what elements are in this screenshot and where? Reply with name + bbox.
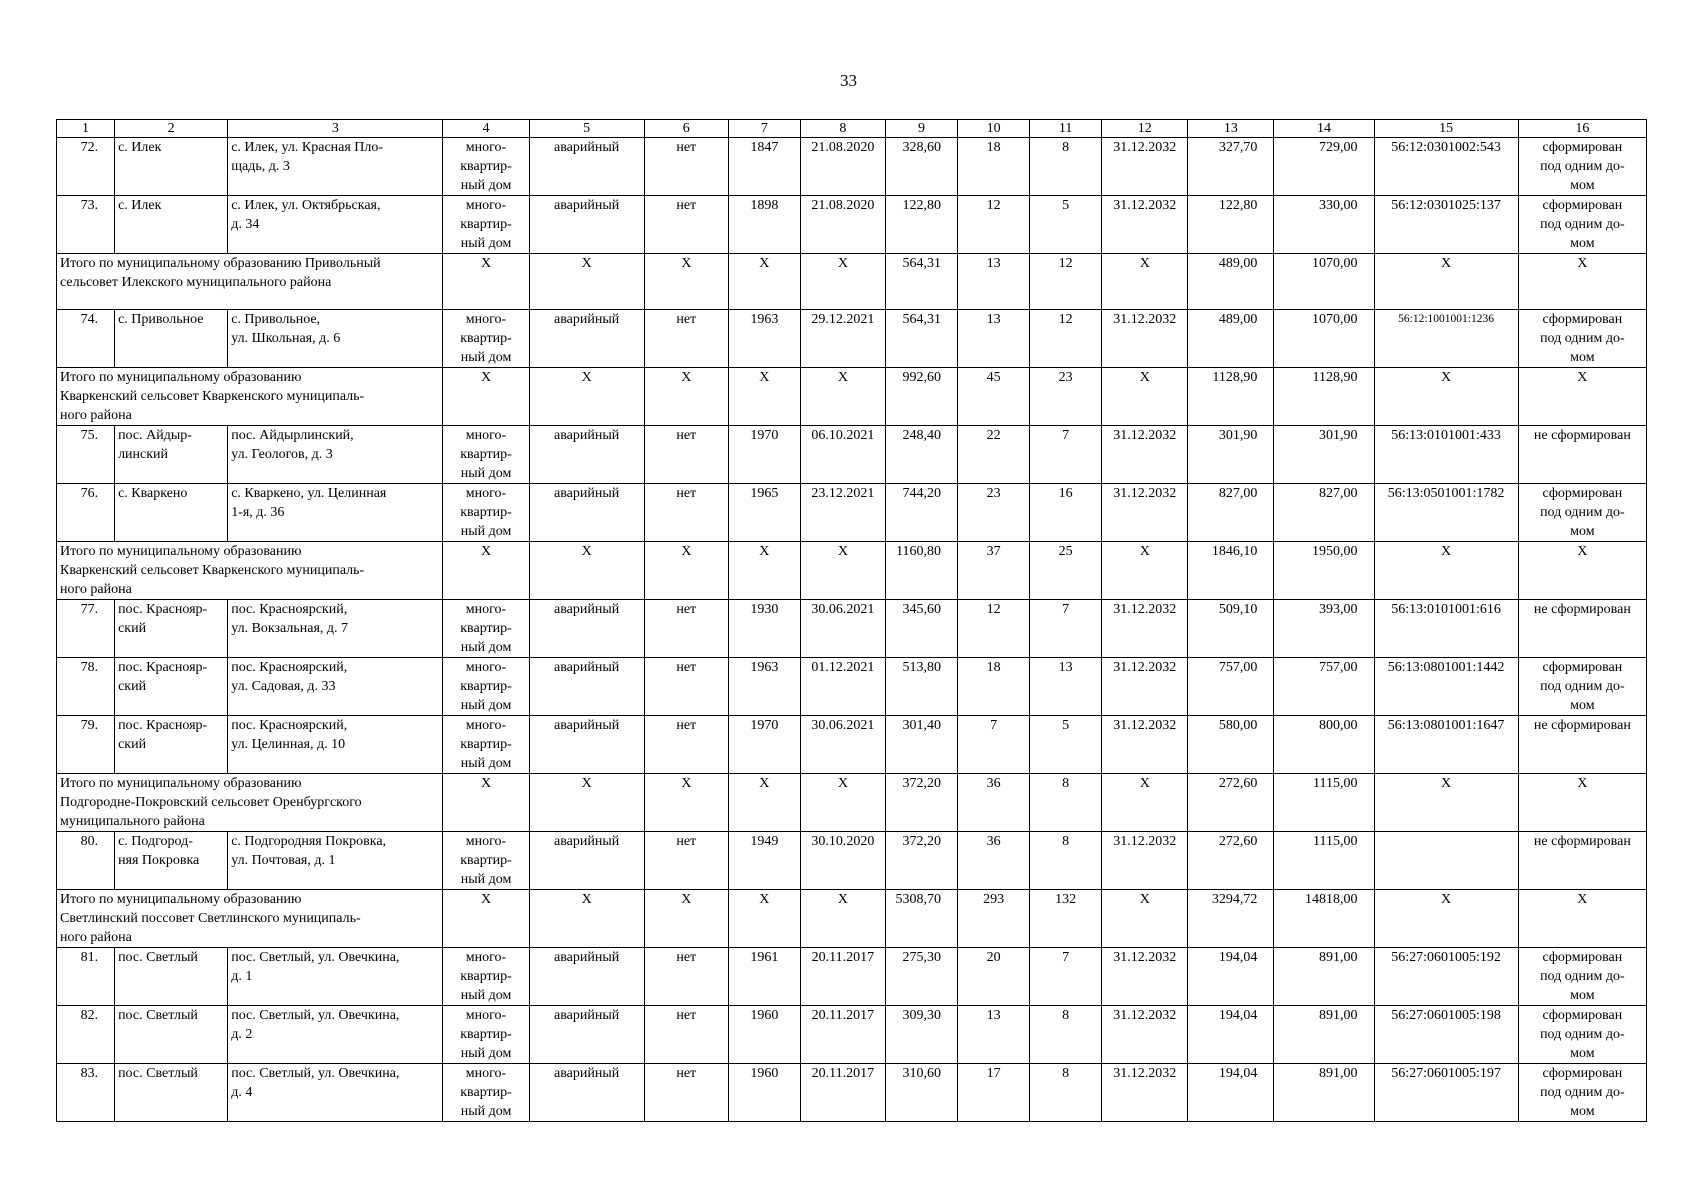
subtotal-row — [57, 890, 1647, 948]
col-14-cell: 1070,00 — [1274, 310, 1374, 368]
date-cell: 30.06.2021 — [800, 600, 885, 658]
year-cell: 1960 — [728, 1006, 800, 1064]
date-cell: 30.10.2020 — [800, 832, 885, 890]
cadastral-number-cell: 56:13:0101001:433 — [1374, 426, 1518, 484]
year-cell: 1898 — [728, 196, 800, 254]
not-applicable-mark: Х — [443, 774, 529, 832]
area-cell: 345,60 — [885, 600, 957, 658]
settlement-cell: с. Привольное — [115, 310, 228, 368]
table-row — [57, 716, 1647, 774]
subtotal-area: 564,31 — [885, 254, 957, 310]
col-10-cell: 22 — [958, 426, 1030, 484]
col-11-cell: 7 — [1030, 426, 1102, 484]
col-6-cell: нет — [644, 1064, 728, 1122]
deadline-cell: 31.12.2032 — [1102, 310, 1188, 368]
deadline-cell: 31.12.2032 — [1102, 196, 1188, 254]
col-14-cell: 757,00 — [1274, 658, 1374, 716]
not-applicable-mark: Х — [1102, 774, 1188, 832]
subtotal-row — [57, 254, 1647, 310]
settlement-cell: пос. Краснояр- ский — [115, 716, 228, 774]
land-plot-status-cell: сформирован под одним до- мом — [1518, 310, 1646, 368]
column-number-header: 4 — [443, 120, 529, 138]
deadline-cell: 31.12.2032 — [1102, 948, 1188, 1006]
status-cell: аварийный — [529, 1006, 644, 1064]
not-applicable-mark: Х — [529, 890, 644, 948]
table-row — [57, 196, 1647, 254]
col-6-cell: нет — [644, 948, 728, 1006]
col-13-cell: 757,00 — [1188, 658, 1274, 716]
not-applicable-mark: Х — [1518, 890, 1646, 948]
address-cell: с. Привольное, ул. Школьная, д. 6 — [228, 310, 443, 368]
area-cell: 328,60 — [885, 138, 957, 196]
table-row — [57, 600, 1647, 658]
deadline-cell: 31.12.2032 — [1102, 832, 1188, 890]
cadastral-number-cell: 56:13:0501001:1782 — [1374, 484, 1518, 542]
column-number-header: 14 — [1274, 120, 1374, 138]
subtotal-col-10: 36 — [958, 774, 1030, 832]
date-cell: 29.12.2021 — [800, 310, 885, 368]
row-number: 76. — [57, 484, 115, 542]
settlement-cell: с. Илек — [115, 138, 228, 196]
not-applicable-mark: Х — [529, 254, 644, 310]
status-cell: аварийный — [529, 310, 644, 368]
not-applicable-mark: Х — [800, 542, 885, 600]
year-cell: 1970 — [728, 716, 800, 774]
col-14-cell: 1115,00 — [1274, 832, 1374, 890]
building-type-cell: много- квартир- ный дом — [443, 658, 529, 716]
deadline-cell: 31.12.2032 — [1102, 484, 1188, 542]
address-cell: пос. Айдырлинский, ул. Геологов, д. 3 — [228, 426, 443, 484]
column-number-header: 11 — [1030, 120, 1102, 138]
col-6-cell: нет — [644, 1006, 728, 1064]
subtotal-col-11: 8 — [1030, 774, 1102, 832]
building-type-cell: много- квартир- ный дом — [443, 310, 529, 368]
subtotal-col-13: 3294,72 — [1188, 890, 1274, 948]
address-cell: пос. Красноярский, ул. Садовая, д. 33 — [228, 658, 443, 716]
building-type-cell: много- квартир- ный дом — [443, 600, 529, 658]
col-14-cell: 301,90 — [1274, 426, 1374, 484]
settlement-cell: с. Илек — [115, 196, 228, 254]
not-applicable-mark: Х — [1518, 368, 1646, 426]
date-cell: 20.11.2017 — [800, 1006, 885, 1064]
area-cell: 248,40 — [885, 426, 957, 484]
not-applicable-mark: Х — [644, 774, 728, 832]
cadastral-number-cell: 56:13:0801001:1442 — [1374, 658, 1518, 716]
row-number: 73. — [57, 196, 115, 254]
subtotal-col-14: 1128,90 — [1274, 368, 1374, 426]
not-applicable-mark: Х — [728, 542, 800, 600]
not-applicable-mark: Х — [443, 254, 529, 310]
column-number-header: 12 — [1102, 120, 1188, 138]
not-applicable-mark: Х — [1102, 890, 1188, 948]
address-cell: пос. Светлый, ул. Овечкина, д. 2 — [228, 1006, 443, 1064]
col-10-cell: 18 — [958, 138, 1030, 196]
column-number-header: 15 — [1374, 120, 1518, 138]
subtotal-col-14: 1950,00 — [1274, 542, 1374, 600]
subtotal-label: Итого по муниципальному образованию Светлинский поссовет Светлинского муниципаль- ного района — [57, 890, 443, 948]
area-cell: 744,20 — [885, 484, 957, 542]
status-cell: аварийный — [529, 196, 644, 254]
deadline-cell: 31.12.2032 — [1102, 426, 1188, 484]
deadline-cell: 31.12.2032 — [1102, 600, 1188, 658]
building-type-cell: много- квартир- ный дом — [443, 138, 529, 196]
column-number-header: 8 — [800, 120, 885, 138]
land-plot-status-cell: сформирован под одним до- мом — [1518, 948, 1646, 1006]
subtotal-col-13: 1846,10 — [1188, 542, 1274, 600]
subtotal-col-14: 14818,00 — [1274, 890, 1374, 948]
address-cell: пос. Красноярский, ул. Вокзальная, д. 7 — [228, 600, 443, 658]
col-10-cell: 18 — [958, 658, 1030, 716]
col-13-cell: 194,04 — [1188, 948, 1274, 1006]
status-cell: аварийный — [529, 600, 644, 658]
building-type-cell: много- квартир- ный дом — [443, 484, 529, 542]
row-number: 83. — [57, 1064, 115, 1122]
row-number: 77. — [57, 600, 115, 658]
subtotal-col-11: 25 — [1030, 542, 1102, 600]
col-10-cell: 13 — [958, 1006, 1030, 1064]
row-number: 79. — [57, 716, 115, 774]
col-14-cell: 800,00 — [1274, 716, 1374, 774]
subtotal-col-11: 23 — [1030, 368, 1102, 426]
year-cell: 1847 — [728, 138, 800, 196]
not-applicable-mark: Х — [1102, 254, 1188, 310]
col-10-cell: 20 — [958, 948, 1030, 1006]
not-applicable-mark: Х — [1102, 542, 1188, 600]
date-cell: 20.11.2017 — [800, 1064, 885, 1122]
table-row — [57, 832, 1647, 890]
status-cell: аварийный — [529, 658, 644, 716]
land-plot-status-cell: не сформирован — [1518, 600, 1646, 658]
building-type-cell: много- квартир- ный дом — [443, 716, 529, 774]
subtotal-col-10: 13 — [958, 254, 1030, 310]
col-6-cell: нет — [644, 716, 728, 774]
subtotal-area: 1160,80 — [885, 542, 957, 600]
area-cell: 275,30 — [885, 948, 957, 1006]
not-applicable-mark: Х — [1518, 254, 1646, 310]
table-row — [57, 1064, 1647, 1122]
area-cell: 372,20 — [885, 832, 957, 890]
cadastral-number-cell: 56:12:0301025:137 — [1374, 196, 1518, 254]
address-cell: с. Кваркено, ул. Целинная 1-я, д. 36 — [228, 484, 443, 542]
subtotal-area: 5308,70 — [885, 890, 957, 948]
not-applicable-mark: Х — [644, 890, 728, 948]
col-14-cell: 891,00 — [1274, 1006, 1374, 1064]
col-11-cell: 12 — [1030, 310, 1102, 368]
col-11-cell: 16 — [1030, 484, 1102, 542]
not-applicable-mark: Х — [1102, 368, 1188, 426]
column-number-header: 2 — [115, 120, 228, 138]
col-10-cell: 7 — [958, 716, 1030, 774]
building-type-cell: много- квартир- ный дом — [443, 948, 529, 1006]
subtotal-col-14: 1115,00 — [1274, 774, 1374, 832]
area-cell: 301,40 — [885, 716, 957, 774]
area-cell: 310,60 — [885, 1064, 957, 1122]
date-cell: 06.10.2021 — [800, 426, 885, 484]
table-row — [57, 484, 1647, 542]
row-number: 78. — [57, 658, 115, 716]
column-number-header: 10 — [958, 120, 1030, 138]
col-13-cell: 272,60 — [1188, 832, 1274, 890]
col-13-cell: 827,00 — [1188, 484, 1274, 542]
not-applicable-mark: Х — [443, 368, 529, 426]
subtotal-col-10: 293 — [958, 890, 1030, 948]
col-11-cell: 8 — [1030, 1006, 1102, 1064]
cadastral-number-cell — [1374, 832, 1518, 890]
year-cell: 1930 — [728, 600, 800, 658]
col-6-cell: нет — [644, 484, 728, 542]
not-applicable-mark: Х — [1374, 542, 1518, 600]
column-number-header: 3 — [228, 120, 443, 138]
not-applicable-mark: Х — [529, 368, 644, 426]
date-cell: 21.08.2020 — [800, 138, 885, 196]
not-applicable-mark: Х — [443, 542, 529, 600]
col-13-cell: 194,04 — [1188, 1064, 1274, 1122]
address-cell: с. Подгородняя Покровка, ул. Почтовая, д. 1 — [228, 832, 443, 890]
col-13-cell: 327,70 — [1188, 138, 1274, 196]
year-cell: 1960 — [728, 1064, 800, 1122]
not-applicable-mark: Х — [1374, 774, 1518, 832]
row-number: 81. — [57, 948, 115, 1006]
cadastral-number-cell: 56:27:0601005:198 — [1374, 1006, 1518, 1064]
settlement-cell: пос. Светлый — [115, 1006, 228, 1064]
col-11-cell: 5 — [1030, 716, 1102, 774]
subtotal-label: Итого по муниципальному образованию Кваркенский сельсовет Кваркенского муниципаль- ного района — [57, 368, 443, 426]
building-type-cell: много- квартир- ный дом — [443, 832, 529, 890]
deadline-cell: 31.12.2032 — [1102, 716, 1188, 774]
table-row — [57, 426, 1647, 484]
col-6-cell: нет — [644, 426, 728, 484]
deadline-cell: 31.12.2032 — [1102, 1064, 1188, 1122]
date-cell: 20.11.2017 — [800, 948, 885, 1006]
address-cell: пос. Светлый, ул. Овечкина, д. 4 — [228, 1064, 443, 1122]
not-applicable-mark: Х — [728, 254, 800, 310]
column-number-header: 9 — [885, 120, 957, 138]
date-cell: 01.12.2021 — [800, 658, 885, 716]
row-number: 82. — [57, 1006, 115, 1064]
col-14-cell: 827,00 — [1274, 484, 1374, 542]
not-applicable-mark: Х — [800, 368, 885, 426]
not-applicable-mark: Х — [728, 774, 800, 832]
subtotal-col-11: 132 — [1030, 890, 1102, 948]
address-cell: пос. Светлый, ул. Овечкина, д. 1 — [228, 948, 443, 1006]
col-14-cell: 891,00 — [1274, 948, 1374, 1006]
row-number: 72. — [57, 138, 115, 196]
year-cell: 1949 — [728, 832, 800, 890]
year-cell: 1963 — [728, 310, 800, 368]
status-cell: аварийный — [529, 1064, 644, 1122]
col-11-cell: 8 — [1030, 832, 1102, 890]
not-applicable-mark: Х — [1374, 254, 1518, 310]
address-cell: пос. Красноярский, ул. Целинная, д. 10 — [228, 716, 443, 774]
col-6-cell: нет — [644, 600, 728, 658]
col-14-cell: 330,00 — [1274, 196, 1374, 254]
status-cell: аварийный — [529, 138, 644, 196]
date-cell: 21.08.2020 — [800, 196, 885, 254]
page-number: 33 — [840, 71, 857, 90]
col-14-cell: 393,00 — [1274, 600, 1374, 658]
row-number: 80. — [57, 832, 115, 890]
cadastral-number-cell: 56:13:0801001:1647 — [1374, 716, 1518, 774]
status-cell: аварийный — [529, 426, 644, 484]
not-applicable-mark: Х — [644, 368, 728, 426]
not-applicable-mark: Х — [529, 774, 644, 832]
subtotal-area: 372,20 — [885, 774, 957, 832]
col-6-cell: нет — [644, 832, 728, 890]
not-applicable-mark: Х — [1374, 368, 1518, 426]
column-number-header: 6 — [644, 120, 728, 138]
col-10-cell: 12 — [958, 600, 1030, 658]
not-applicable-mark: Х — [1374, 890, 1518, 948]
settlement-cell: с. Кваркено — [115, 484, 228, 542]
col-10-cell: 36 — [958, 832, 1030, 890]
cadastral-number-cell: 56:12:0301002:543 — [1374, 138, 1518, 196]
column-number-header: 7 — [728, 120, 800, 138]
subtotal-area: 992,60 — [885, 368, 957, 426]
land-plot-status-cell: сформирован под одним до- мом — [1518, 658, 1646, 716]
subtotal-col-10: 45 — [958, 368, 1030, 426]
table-row — [57, 948, 1647, 1006]
col-13-cell: 489,00 — [1188, 310, 1274, 368]
not-applicable-mark: Х — [800, 890, 885, 948]
land-plot-status-cell: не сформирован — [1518, 716, 1646, 774]
col-10-cell: 12 — [958, 196, 1030, 254]
deadline-cell: 31.12.2032 — [1102, 1006, 1188, 1064]
land-plot-status-cell: сформирован под одним до- мом — [1518, 138, 1646, 196]
header-row — [57, 120, 1647, 138]
col-10-cell: 23 — [958, 484, 1030, 542]
subtotal-row — [57, 774, 1647, 832]
col-11-cell: 7 — [1030, 600, 1102, 658]
col-11-cell: 7 — [1030, 948, 1102, 1006]
col-11-cell: 8 — [1030, 138, 1102, 196]
land-plot-status-cell: сформирован под одним до- мом — [1518, 1064, 1646, 1122]
not-applicable-mark: Х — [800, 254, 885, 310]
cadastral-number-cell: 56:13:0101001:616 — [1374, 600, 1518, 658]
building-type-cell: много- квартир- ный дом — [443, 1006, 529, 1064]
subtotal-col-10: 37 — [958, 542, 1030, 600]
not-applicable-mark: Х — [728, 890, 800, 948]
cadastral-number-cell: 56:12:1001001:1236 — [1374, 310, 1518, 368]
subtotal-row — [57, 368, 1647, 426]
not-applicable-mark: Х — [644, 542, 728, 600]
subtotal-col-11: 12 — [1030, 254, 1102, 310]
not-applicable-mark: Х — [800, 774, 885, 832]
column-number-header: 1 — [57, 120, 115, 138]
settlement-cell: пос. Айдыр- линский — [115, 426, 228, 484]
col-6-cell: нет — [644, 310, 728, 368]
col-14-cell: 729,00 — [1274, 138, 1374, 196]
subtotal-label: Итого по муниципальному образованию Подгородне-Покровский сельсовет Оренбургского муниципального района — [57, 774, 443, 832]
col-11-cell: 5 — [1030, 196, 1102, 254]
not-applicable-mark: Х — [1518, 774, 1646, 832]
area-cell: 564,31 — [885, 310, 957, 368]
date-cell: 23.12.2021 — [800, 484, 885, 542]
row-number: 75. — [57, 426, 115, 484]
deadline-cell: 31.12.2032 — [1102, 658, 1188, 716]
settlement-cell: с. Подгород- няя Покровка — [115, 832, 228, 890]
not-applicable-mark: Х — [1518, 542, 1646, 600]
subtotal-label: Итого по муниципальному образованию Кваркенский сельсовет Кваркенского муниципаль- ного района — [57, 542, 443, 600]
column-number-header: 13 — [1188, 120, 1274, 138]
status-cell: аварийный — [529, 832, 644, 890]
status-cell: аварийный — [529, 948, 644, 1006]
settlement-cell: пос. Светлый — [115, 948, 228, 1006]
settlement-cell: пос. Светлый — [115, 1064, 228, 1122]
col-6-cell: нет — [644, 138, 728, 196]
subtotal-col-13: 1128,90 — [1188, 368, 1274, 426]
settlement-cell: пос. Краснояр- ский — [115, 600, 228, 658]
building-type-cell: много- квартир- ный дом — [443, 196, 529, 254]
area-cell: 513,80 — [885, 658, 957, 716]
not-applicable-mark: Х — [443, 890, 529, 948]
not-applicable-mark: Х — [728, 368, 800, 426]
year-cell: 1963 — [728, 658, 800, 716]
col-14-cell: 891,00 — [1274, 1064, 1374, 1122]
col-11-cell: 13 — [1030, 658, 1102, 716]
deadline-cell: 31.12.2032 — [1102, 138, 1188, 196]
land-plot-status-cell: сформирован под одним до- мом — [1518, 1006, 1646, 1064]
column-number-header: 5 — [529, 120, 644, 138]
address-cell: с. Илек, ул. Красная Пло- щадь, д. 3 — [228, 138, 443, 196]
table-row — [57, 138, 1647, 196]
col-10-cell: 13 — [958, 310, 1030, 368]
col-6-cell: нет — [644, 658, 728, 716]
year-cell: 1970 — [728, 426, 800, 484]
subtotal-row — [57, 542, 1647, 600]
col-10-cell: 17 — [958, 1064, 1030, 1122]
col-13-cell: 580,00 — [1188, 716, 1274, 774]
table-row — [57, 658, 1647, 716]
cadastral-number-cell: 56:27:0601005:197 — [1374, 1064, 1518, 1122]
cadastral-number-cell: 56:27:0601005:192 — [1374, 948, 1518, 1006]
subtotal-label: Итого по муниципальному образованию Привольный сельсовет Илекского муниципального района — [57, 254, 443, 310]
building-type-cell: много- квартир- ный дом — [443, 426, 529, 484]
land-plot-status-cell: не сформирован — [1518, 832, 1646, 890]
table-row — [57, 1006, 1647, 1064]
col-13-cell: 194,04 — [1188, 1006, 1274, 1064]
row-number: 74. — [57, 310, 115, 368]
not-applicable-mark: Х — [644, 254, 728, 310]
year-cell: 1961 — [728, 948, 800, 1006]
col-6-cell: нет — [644, 196, 728, 254]
area-cell: 309,30 — [885, 1006, 957, 1064]
not-applicable-mark: Х — [529, 542, 644, 600]
table-row — [57, 310, 1647, 368]
col-13-cell: 301,90 — [1188, 426, 1274, 484]
land-plot-status-cell: сформирован под одним до- мом — [1518, 484, 1646, 542]
col-11-cell: 8 — [1030, 1064, 1102, 1122]
col-13-cell: 122,80 — [1188, 196, 1274, 254]
address-cell: с. Илек, ул. Октябрьская, д. 34 — [228, 196, 443, 254]
land-plot-status-cell: сформирован под одним до- мом — [1518, 196, 1646, 254]
settlement-cell: пос. Краснояр- ский — [115, 658, 228, 716]
area-cell: 122,80 — [885, 196, 957, 254]
status-cell: аварийный — [529, 484, 644, 542]
status-cell: аварийный — [529, 716, 644, 774]
subtotal-col-14: 1070,00 — [1274, 254, 1374, 310]
subtotal-col-13: 272,60 — [1188, 774, 1274, 832]
column-number-header: 16 — [1518, 120, 1646, 138]
land-plot-status-cell: не сформирован — [1518, 426, 1646, 484]
col-13-cell: 509,10 — [1188, 600, 1274, 658]
year-cell: 1965 — [728, 484, 800, 542]
building-type-cell: много- квартир- ный дом — [443, 1064, 529, 1122]
housing-register-table — [56, 119, 1647, 1122]
date-cell: 30.06.2021 — [800, 716, 885, 774]
subtotal-col-13: 489,00 — [1188, 254, 1274, 310]
